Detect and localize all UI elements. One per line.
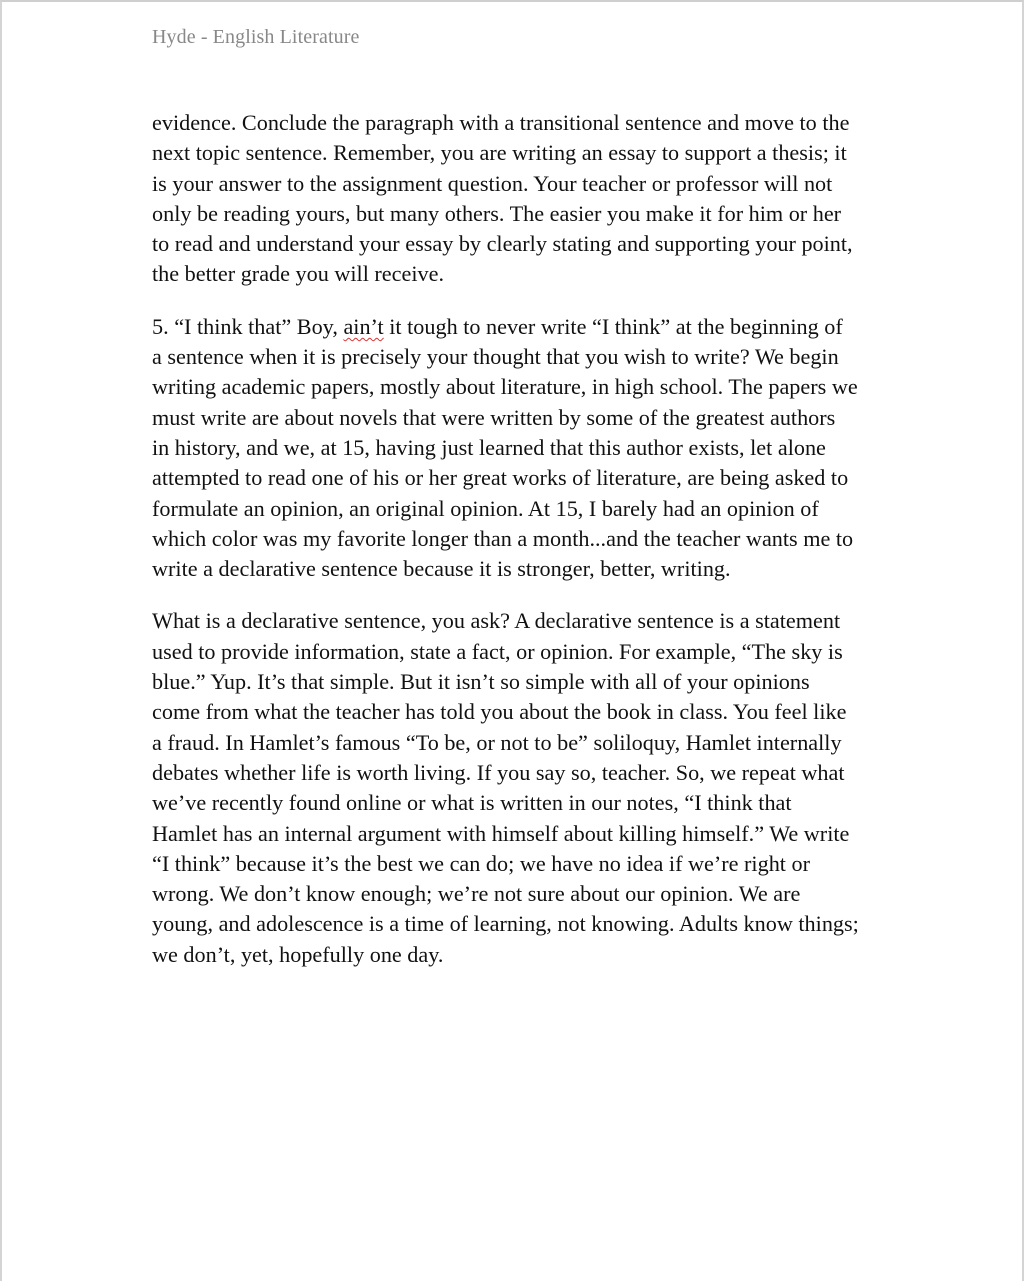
text-line: we don’t, yet, hopefully one day. <box>152 941 444 967</box>
text-line-with-spelling-flag <box>152 312 888 342</box>
text-line: must write are about novels that were written by some of the greatest authors <box>152 404 836 430</box>
text-line: next topic sentence. Remember, you are writing an essay to support a thesis; it <box>152 140 847 166</box>
text-line: write a declarative sentence because it is stronger, better, writing. <box>152 556 731 582</box>
text-line: in history, and we, at 15, having just learned that this author exists, let alone <box>152 434 826 460</box>
text-line: debates whether life is worth living. If you say so, teacher. So, we repeat what <box>152 759 845 785</box>
document-body[interactable] <box>152 108 888 992</box>
text-segment: 5. “I think that” Boy, <box>152 313 344 339</box>
text-line: wrong. We don’t know enough; we’re not sure about our opinion. We are <box>152 881 801 907</box>
text-line: a sentence when it is precisely your thought that you wish to write? We begin <box>152 344 839 370</box>
text-line: which color was my favorite longer than a month...and the teacher wants me to <box>152 525 854 551</box>
text-line: only be reading yours, but many others. The easier you make it for him or her <box>152 200 842 226</box>
paragraph-3 <box>152 606 888 970</box>
text-line: come from what the teacher has told you about the book in class. You feel like <box>152 699 847 725</box>
text-line: used to provide information, state a fact, or opinion. For example, “The sky is <box>152 638 843 664</box>
text-line: Hamlet has an internal argument with himself about killing himself.” We write <box>152 820 850 846</box>
text-line: to read and understand your essay by clearly stating and supporting your point, <box>152 231 853 257</box>
paragraph-2 <box>152 312 888 585</box>
spelling-error-word[interactable]: ain’t <box>343 313 384 339</box>
text-line: writing academic papers, mostly about literature, in high school. The papers we <box>152 374 858 400</box>
text-line: What is a declarative sentence, you ask? A declarative sentence is a statement <box>152 608 841 634</box>
text-line: attempted to read one of his or her great works of literature, are being asked to <box>152 465 849 491</box>
text-line: the better grade you will receive. <box>152 261 445 287</box>
text-line: we’ve recently found online or what is written in our notes, “I think that <box>152 790 792 816</box>
text-line: young, and adolescence is a time of learning, not knowing. Adults know things; <box>152 911 859 937</box>
text-line: a fraud. In Hamlet’s famous “To be, or not to be” soliloquy, Hamlet internally <box>152 729 842 755</box>
paragraph-1 <box>152 108 888 290</box>
text-line: evidence. Conclude the paragraph with a transitional sentence and move to the <box>152 110 850 135</box>
running-header: Hyde - English Literature <box>152 26 360 48</box>
text-line: formulate an opinion, an original opinion. At 15, I barely had an opinion of <box>152 495 819 521</box>
text-line: is your answer to the assignment question. Your teacher or professor will not <box>152 170 833 196</box>
text-line: “I think” because it’s the best we can do; we have no idea if we’re right or <box>152 850 810 876</box>
text-line: blue.” Yup. It’s that simple. But it isn’t so simple with all of your opinions <box>152 669 810 695</box>
text-segment: it tough to never write “I think” at the beginning of <box>383 313 843 339</box>
